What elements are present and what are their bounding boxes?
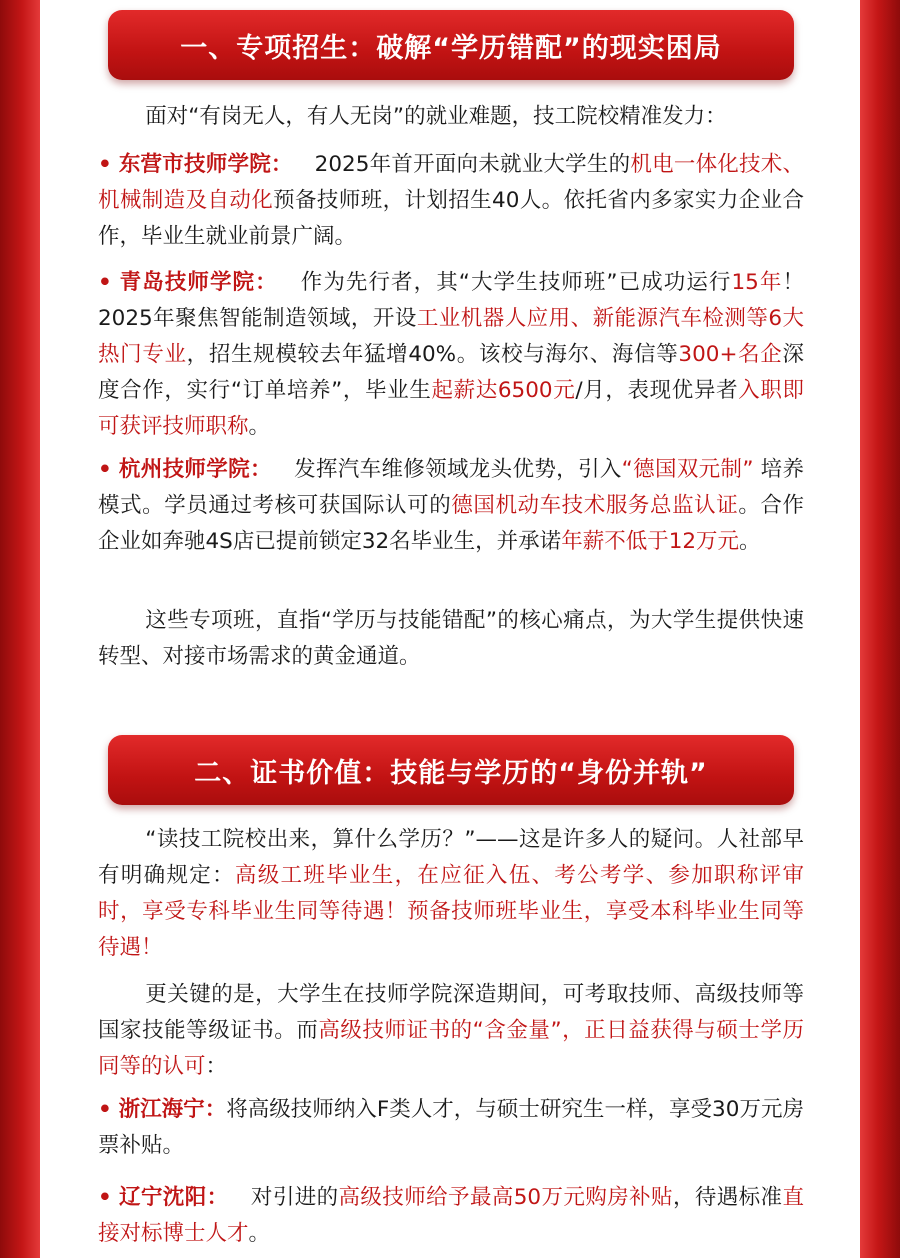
paragraph-highlight: 高级技师证书的“含金量”，正日益获得与硕士学历同等的认可 xyxy=(98,1018,804,1079)
item-text: ，招生规模较去年猛增40%。该校与海尔、海信等 xyxy=(186,342,679,367)
section-2-paragraph-1 xyxy=(98,822,804,966)
bullet-icon: • xyxy=(98,1097,112,1122)
item-label: 青岛技师学院： xyxy=(119,270,278,295)
item-text: /月，表现优异者 xyxy=(575,378,739,403)
item-text: 将高级技师纳入F类人才，与硕士研究生一样，享受30万元房票补贴。 xyxy=(98,1097,804,1158)
section-1-item-hangzhou xyxy=(98,452,804,560)
item-text: 作为先行者，其“大学生技师班”已成功运行 xyxy=(299,270,732,295)
item-highlight: “德国双元制” xyxy=(621,457,754,482)
item-highlight: 入职即可获评技师职称 xyxy=(98,378,804,439)
section-1-item-qingdao xyxy=(98,265,804,445)
item-text: 对引进的 xyxy=(250,1185,339,1210)
item-highlight: 高级技师给予最高50万元购房补贴 xyxy=(338,1185,673,1210)
paragraph-text: ： xyxy=(205,1054,228,1079)
section-1-item-dongying xyxy=(98,147,804,255)
section-2-title: 二、证书价值：技能与学历的“身份并轨” xyxy=(194,757,708,789)
item-label: 浙江海宁： xyxy=(118,1097,227,1122)
bullet-icon: • xyxy=(98,270,112,295)
item-highlight: 15年 xyxy=(731,270,783,295)
section-2-item-haining xyxy=(98,1092,804,1164)
section-2-title-banner xyxy=(108,735,794,805)
item-text: ！2025年聚焦智能制造领域，开设 xyxy=(98,270,805,331)
paragraph-highlight: 高级工班毕业生，在应征入伍、考公考学、参加职称评审时，享受专科毕业生同等待遇！预备技师班毕业生，享受本科毕业生同等待遇！ xyxy=(98,863,804,960)
item-text: 。 xyxy=(739,529,761,554)
item-label: 辽宁沈阳： xyxy=(119,1185,229,1210)
item-highlight: 德国机动车技术服务总监认证 xyxy=(451,493,739,518)
item-highlight: 300+名企 xyxy=(678,342,783,367)
paragraph-text: “读技工院校出来，算什么学历？”——这是许多人的疑问。人社部早有明确规定： xyxy=(98,827,804,888)
section-2-item-shenyang xyxy=(98,1180,804,1252)
item-text: 2025年首开面向未就业大学生的 xyxy=(314,152,631,177)
section-1-title: 一、专项招生：破解“学历错配”的现实困局 xyxy=(180,32,722,64)
bullet-icon: • xyxy=(98,1185,112,1210)
item-text: 培养模式。学员通过考核可获国际认可的 xyxy=(98,457,804,518)
left-red-border xyxy=(0,0,40,1258)
item-text: ，待遇标准 xyxy=(672,1185,783,1210)
item-highlight: 年薪不低于12万元 xyxy=(561,529,740,554)
article-body xyxy=(40,0,860,1258)
section-2-paragraph-2 xyxy=(98,977,804,1085)
section-1-intro: 面对“有岗无人，有人无岗”的就业难题，技工院校精准发力： xyxy=(145,104,727,129)
item-text: 预备技师班，计划招生40人。依托省内多家实力企业合作，毕业生就业前景广阔。 xyxy=(98,188,804,249)
item-highlight: 机电一体化技术、机械制造及自动化 xyxy=(98,152,804,213)
item-label: 杭州技师学院： xyxy=(118,457,272,482)
bullet-icon: • xyxy=(98,152,112,177)
item-highlight: 工业机器人应用、新能源汽车检测等6大热门专业 xyxy=(98,306,804,367)
item-label: 东营市技师学院： xyxy=(118,152,293,177)
right-red-border xyxy=(860,0,900,1258)
section-1-title-banner xyxy=(108,10,794,80)
item-text: 。 xyxy=(248,414,271,439)
section-1-outro: 这些专项班，直指“学历与技能错配”的核心痛点，为大学生提供快速转型、对接市场需求的黄金通道。 xyxy=(98,608,804,669)
bullet-icon: • xyxy=(98,457,112,482)
item-text: 深度合作，实行“订单培养”，毕业生 xyxy=(98,342,804,403)
item-text: 。 xyxy=(248,1221,271,1246)
item-text: 。合作企业如奔驰4S店已提前锁定32名毕业生，并承诺 xyxy=(98,493,804,554)
item-highlight: 直接对标博士人才 xyxy=(98,1185,804,1246)
item-text: 发挥汽车维修领域龙头优势，引入 xyxy=(293,457,622,482)
item-highlight: 起薪达6500元 xyxy=(431,378,576,403)
paragraph-text: 更关键的是，大学生在技师学院深造期间，可考取技师、高级技师等国家技能等级证书。而 xyxy=(98,982,804,1043)
